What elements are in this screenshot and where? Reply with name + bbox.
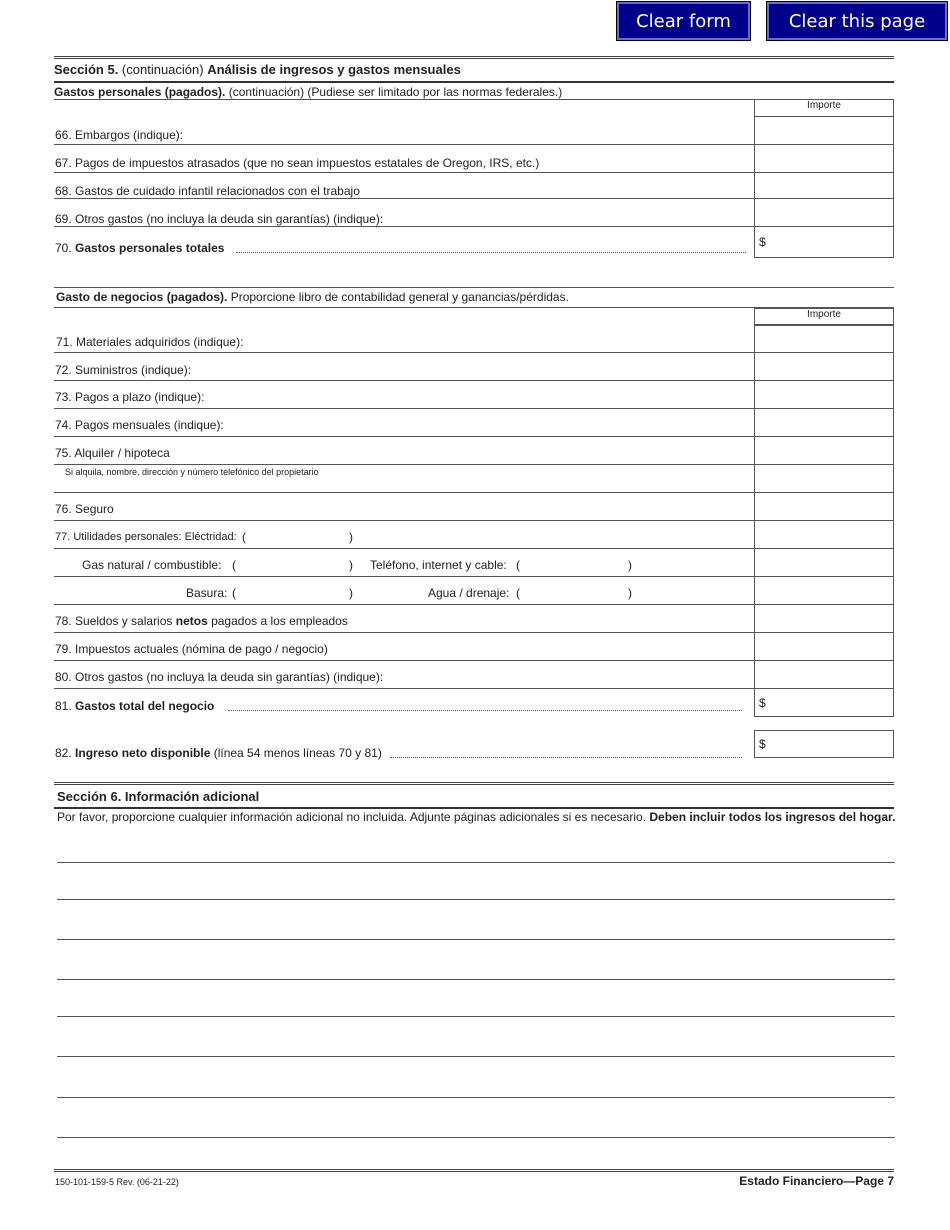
line-66-amount-field[interactable]	[754, 116, 894, 145]
line-68-label: 68. Gastos de cuidado infantil relacionados con el trabajo	[55, 184, 360, 198]
line-71-amount-field[interactable]	[754, 325, 894, 353]
form-number: 150-101-159-5 Rev. (06-21-22)	[55, 1177, 179, 1187]
telefono-label: Teléfono, internet y cable:	[370, 558, 507, 572]
basura-label: Basura:	[186, 586, 228, 600]
section6-instruction: Por favor, proporcione cualquier información adicional no incluida. Adjunte páginas adicionales si es necesario. Deben incluir todos los ingresos del hogar.	[57, 810, 896, 824]
line-76-amount-field[interactable]	[754, 492, 894, 521]
line-69-amount-field[interactable]	[754, 198, 894, 227]
amount-header-personal: Importe	[807, 100, 841, 111]
line-72-label: 72. Suministros (indique):	[55, 363, 192, 377]
clear-form-button[interactable]: Clear form	[616, 1, 751, 41]
section6-title: Sección 6. Información adicional	[57, 789, 260, 804]
line-74-label: 74. Pagos mensuales (indique):	[55, 418, 224, 432]
line-69-label: 69. Otros gastos (no incluya la deuda sin garantías) (indique):	[55, 212, 384, 226]
line-82-label: 82. Ingreso neto disponible (línea 54 menos líneas 70 y 81)	[55, 746, 382, 760]
page-label: Estado Financiero—Page 7	[739, 1174, 894, 1188]
section5-title: Sección 5. (continuación) Análisis de ingresos y gastos mensuales	[54, 62, 461, 77]
line-73-label: 73. Pagos a plazo (indique):	[55, 390, 205, 404]
gas-label: Gas natural / combustible:	[82, 558, 222, 572]
line-77-label: 77. Utilidades personales: Eléctridad:	[55, 531, 237, 543]
line-74-amount-field[interactable]	[754, 408, 894, 437]
section6-top-rule	[54, 782, 894, 785]
line-79-label: 79. Impuestos actuales (nómina de pago / negocio)	[55, 642, 328, 656]
line-70-label: 70. Gastos personales totales	[55, 241, 225, 255]
footer-rule	[54, 1169, 894, 1172]
line-68-amount-field[interactable]	[754, 172, 894, 199]
line-77-electricity-field[interactable]	[754, 520, 894, 549]
line-70-total-field[interactable]	[754, 226, 894, 258]
line-80-label: 80. Otros gastos (no incluya la deuda sin garantías) (indique):	[55, 670, 384, 684]
additional-info-line[interactable]	[57, 939, 895, 940]
line-75-landlord-note: Si alquila, nombre, dirección y número telefónico del propietario	[65, 467, 319, 477]
agua-label: Agua / drenaje:	[428, 586, 510, 600]
additional-info-line[interactable]	[57, 1056, 895, 1057]
section5-top-rule	[54, 56, 894, 59]
line-77-gas-phone-field[interactable]	[754, 548, 894, 577]
line-72-amount-field[interactable]	[754, 352, 894, 381]
personal-expenses-heading: Gastos personales (pagados). (continuación) (Pudiese ser limitado por las normas federales.)	[54, 85, 563, 99]
additional-info-line[interactable]	[57, 1137, 895, 1138]
additional-info-line[interactable]	[57, 1016, 895, 1017]
additional-info-line[interactable]	[57, 862, 895, 863]
line-80-amount-field[interactable]	[754, 660, 894, 689]
amount-header-business: Importe	[807, 309, 841, 320]
line-76-label: 76. Seguro	[55, 502, 114, 516]
line-78-label: 78. Sueldos y salarios netos pagados a los empleados	[55, 614, 348, 628]
line-75-amount-field[interactable]	[754, 436, 894, 465]
line-81-label: 81. Gastos total del negocio	[55, 699, 215, 713]
additional-info-line[interactable]	[57, 1097, 895, 1098]
line-67-label: 67. Pagos de impuestos atrasados (que no sean impuestos estatales de Oregon, IRS, etc.)	[55, 156, 540, 170]
line-79-amount-field[interactable]	[754, 632, 894, 661]
line-73-amount-field[interactable]	[754, 380, 894, 409]
business-expenses-heading: Gasto de negocios (pagados). Proporcione libro de contabilidad general y ganancias/pérdidas.	[56, 290, 569, 304]
line-81-total-field[interactable]	[754, 688, 894, 717]
line-75-label: 75. Alquiler / hipoteca	[55, 446, 170, 460]
additional-info-line[interactable]	[57, 979, 895, 980]
line-67-amount-field[interactable]	[754, 144, 894, 173]
line-77-trash-water-field[interactable]	[754, 576, 894, 605]
line-71-label: 71. Materiales adquiridos (indique):	[56, 335, 244, 349]
landlord-info-field[interactable]	[754, 464, 894, 493]
line-78-amount-field[interactable]	[754, 604, 894, 633]
clear-page-button[interactable]: Clear this page	[766, 1, 948, 41]
line-82-net-income-field[interactable]	[754, 730, 894, 758]
additional-info-line[interactable]	[57, 899, 895, 900]
line-66-label: 66. Embargos (indique):	[55, 128, 184, 142]
